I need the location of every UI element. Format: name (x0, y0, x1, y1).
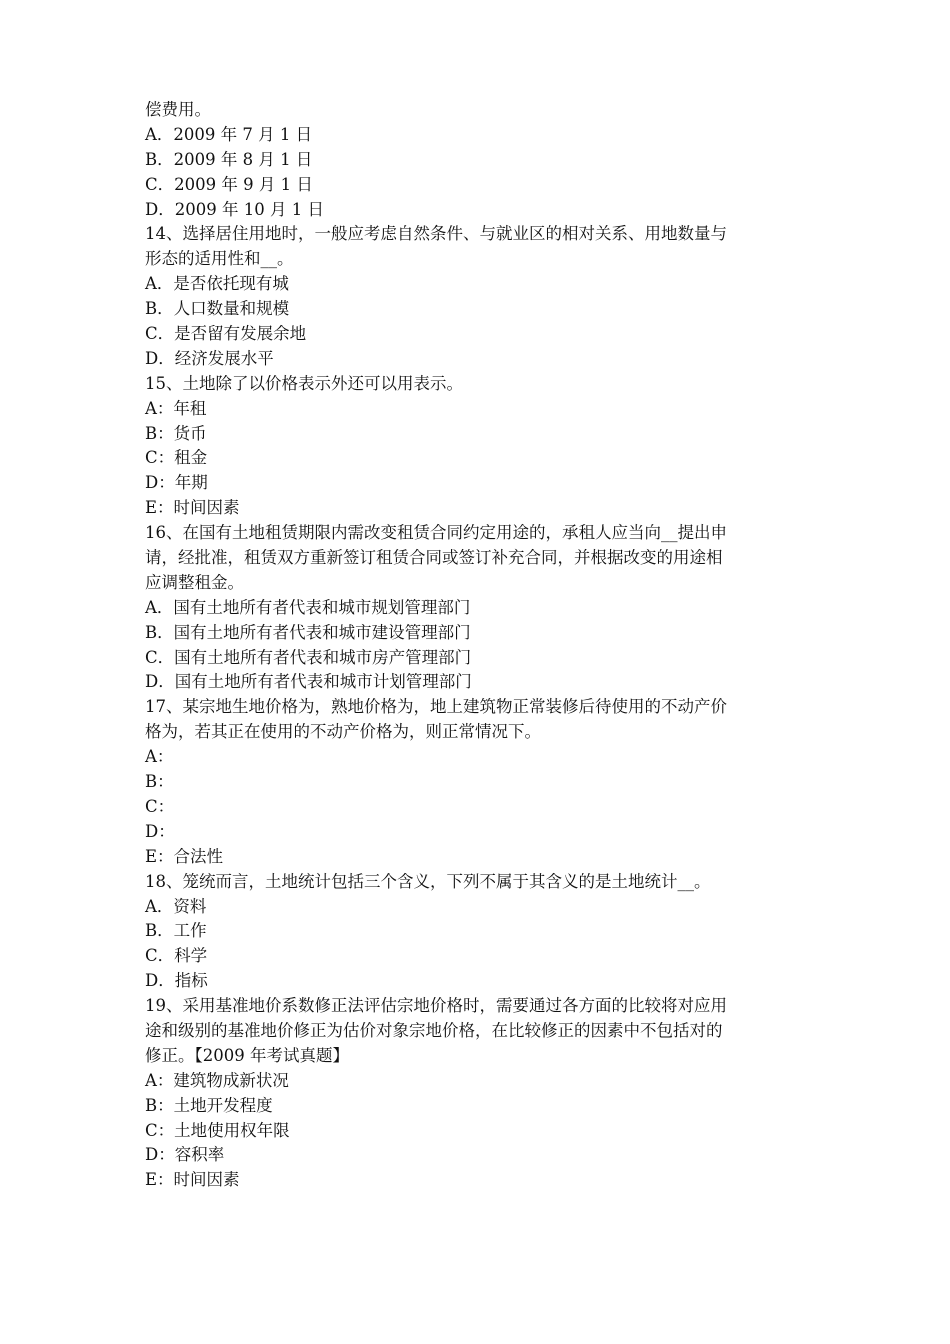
text-line: C．2009 年 9 月 1 日 (145, 174, 313, 194)
text-line: A： (145, 747, 174, 767)
text-line: 应调整租金。 (145, 572, 244, 592)
text-line: B：货币 (145, 423, 207, 443)
text-line: A：年租 (145, 398, 207, 418)
text-line: 途和级别的基准地价修正为估价对象宗地价格，在比较修正的因素中不包括对的 (145, 1020, 723, 1040)
text-line: A．国有土地所有者代表和城市规划管理部门 (145, 597, 471, 617)
text-line: C．科学 (145, 946, 208, 966)
text-line: C．是否留有发展余地 (145, 324, 307, 344)
text-line: A．是否依托现有城 (145, 274, 289, 294)
text-line: 17、某宗地生地价格为，熟地价格为，地上建筑物正常装修后待使用的不动产价 (145, 697, 727, 717)
text-line: C．国有土地所有者代表和城市房产管理部门 (145, 647, 472, 667)
text-line: B：土地开发程度 (145, 1095, 273, 1115)
text-line: B： (145, 772, 174, 792)
document-body (145, 98, 825, 1193)
text-line: D．国有土地所有者代表和城市计划管理部门 (145, 672, 472, 692)
text-line: A．资料 (145, 896, 207, 916)
text-line: D．经济发展水平 (145, 348, 274, 368)
text-line: 修正。【2009 年考试真题】 (145, 1045, 349, 1065)
text-line: A：建筑物成新状况 (145, 1070, 289, 1090)
text-line: B．工作 (145, 921, 207, 941)
text-line: 14、选择居住用地时，一般应考虑自然条件、与就业区的相对关系、用地数量与 (145, 224, 727, 244)
text-line: 请，经批准，租赁双方重新签订租赁合同或签订补充合同，并根据改变的用途相 (145, 548, 723, 568)
text-line: B．2009 年 8 月 1 日 (145, 149, 313, 169)
text-line: A．2009 年 7 月 1 日 (145, 124, 313, 144)
text-line: E：时间因素 (145, 1170, 240, 1190)
text-line: C：租金 (145, 448, 208, 468)
text-line: 16、在国有土地租赁期限内需改变租赁合同约定用途的，承租人应当向__提出申 (145, 523, 727, 543)
text-line: B．国有土地所有者代表和城市建设管理部门 (145, 622, 471, 642)
text-line: C： (145, 796, 175, 816)
text-line: 偿费用。 (145, 100, 211, 119)
text-line: D： (145, 821, 175, 841)
text-line: E：合法性 (145, 846, 224, 866)
text-line: C：土地使用权年限 (145, 1120, 290, 1140)
text-line: D．指标 (145, 971, 208, 991)
text-line: 形态的适用性和__。 (145, 249, 294, 269)
text-line: D：容积率 (145, 1145, 225, 1165)
text-line: B．人口数量和规模 (145, 299, 290, 319)
text-line: 18、笼统而言，土地统计包括三个含义，下列不属于其含义的是土地统计__。 (145, 871, 711, 891)
text-line: 格为，若其正在使用的不动产价格为，则正常情况下。 (145, 722, 541, 742)
text-line: D．2009 年 10 月 1 日 (145, 199, 324, 219)
text-line: D：年期 (145, 473, 208, 493)
text-line: 19、采用基准地价系数修正法评估宗地价格时，需要通过各方面的比较将对应用 (145, 996, 727, 1016)
text-line: E：时间因素 (145, 498, 240, 518)
text-line: 15、土地除了以价格表示外还可以用表示。 (145, 373, 463, 393)
